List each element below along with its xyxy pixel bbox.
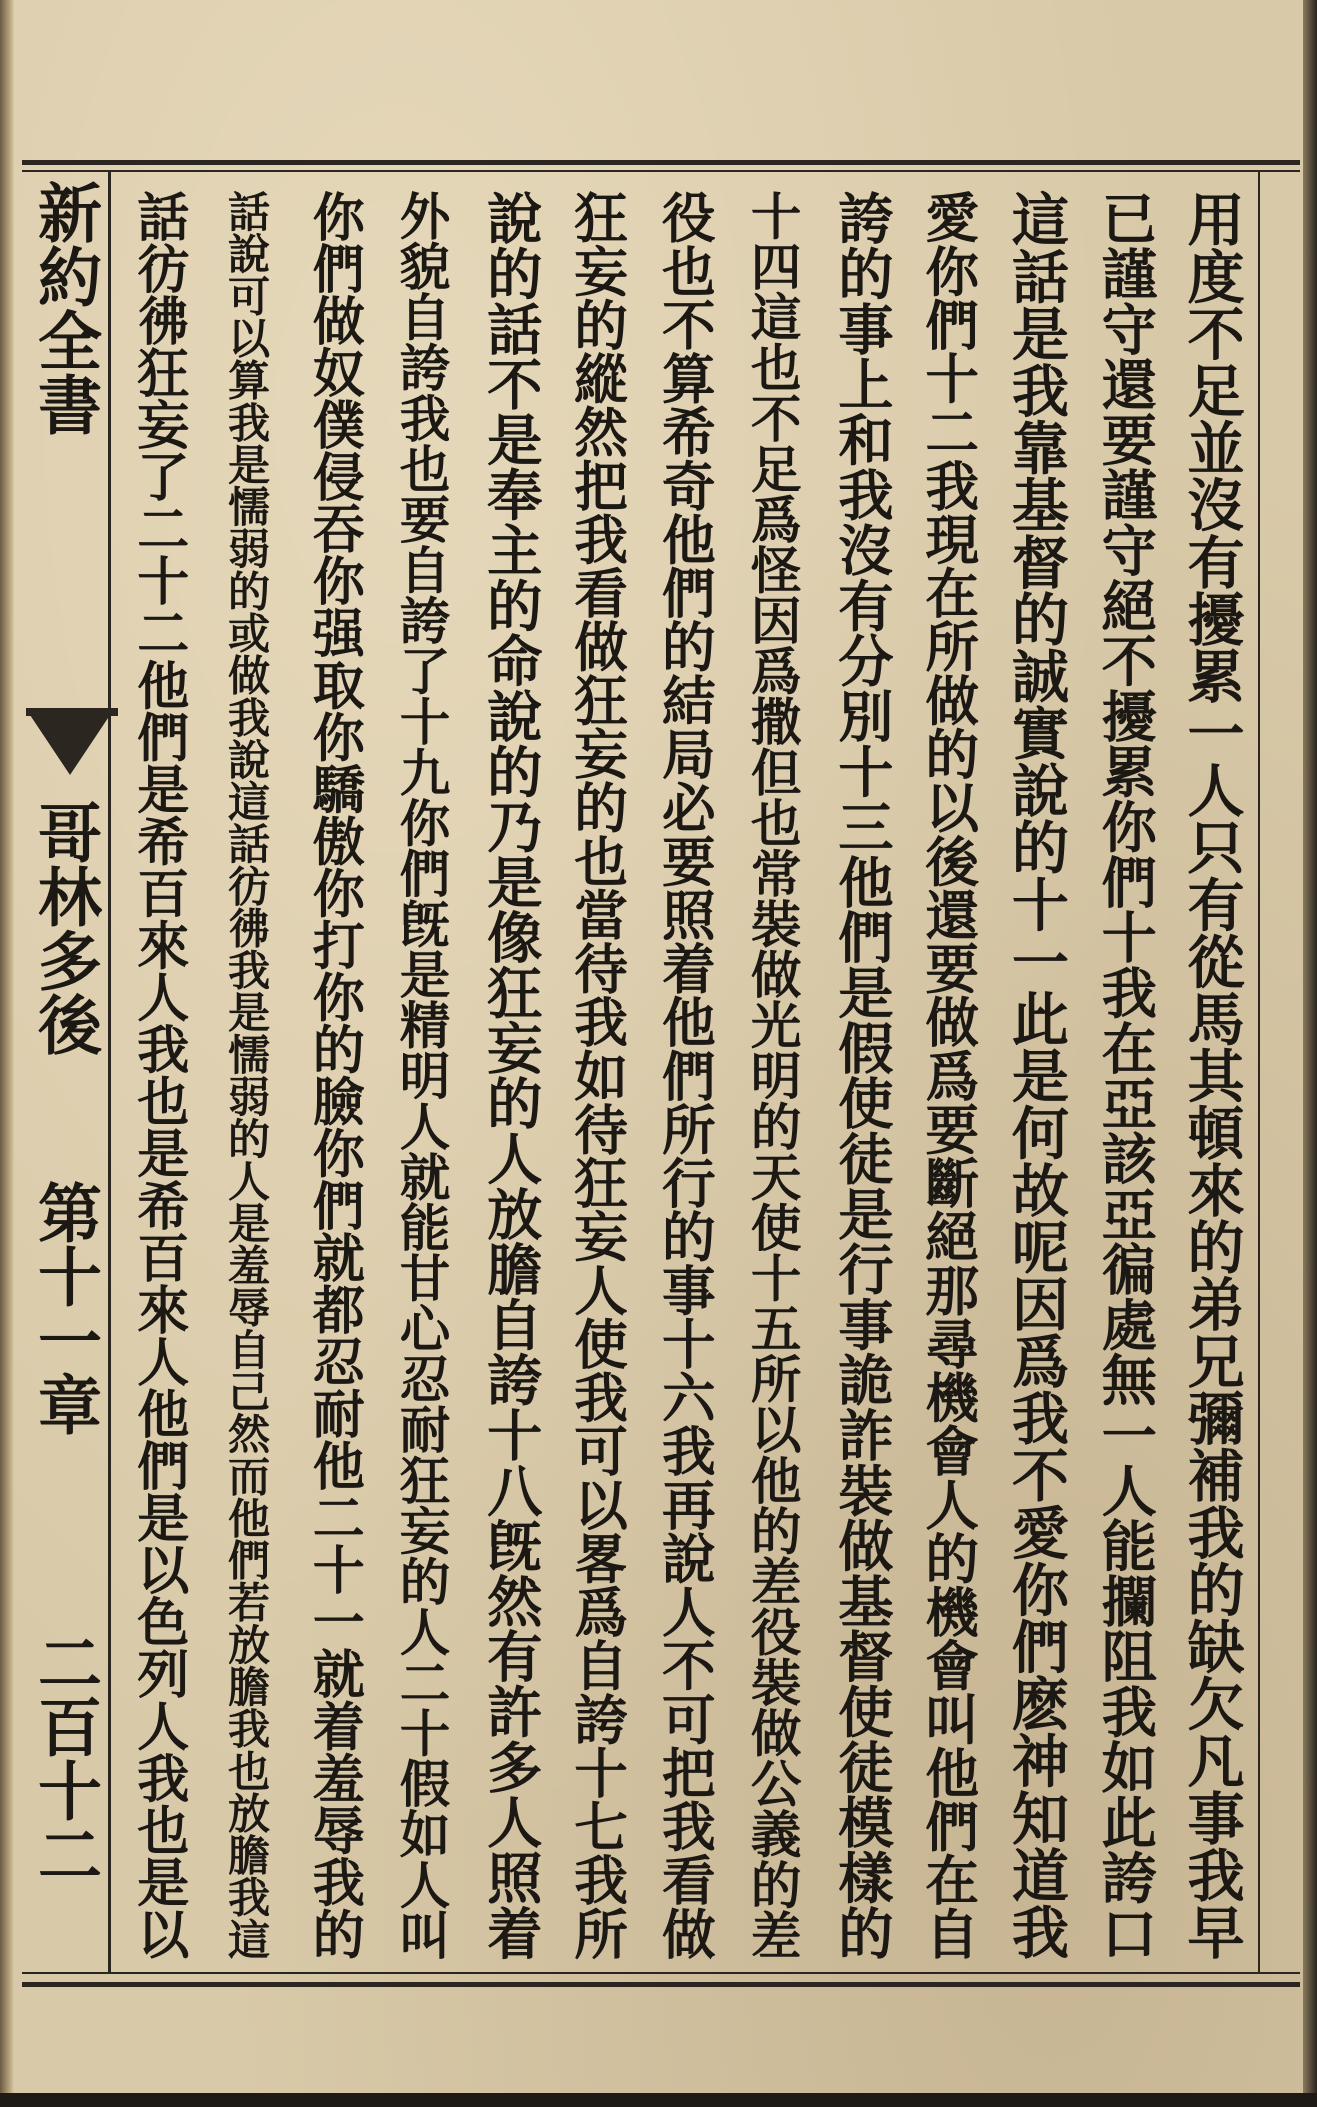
bottom-border-rule [22, 1982, 1300, 1987]
bottom-border-inner-rule [22, 1972, 1300, 1974]
text-column-10: 外貌自誇我也要自誇了十九你們旣是精明人就能甘心忍耐狂妄的人二十假如人叫 [392, 190, 452, 1960]
top-border-inner-rule [22, 170, 1300, 172]
text-column-8: 狂妄的縱然把我看做狂妄的也當待我如待狂妄人使我可以畧爲自誇十七我所 [565, 190, 629, 1960]
text-column-2: 已謹守還要謹守絕不擾累你們十我在亞該亞徧處無一人能攔阻我如此誇口 [1091, 190, 1157, 1960]
text-column-5: 誇的事上和我沒有分別十三他們是假使徒是行事詭詐裝做基督使徒模樣的 [827, 190, 893, 1960]
top-border-rule [22, 160, 1300, 165]
text-column-4: 愛你們十二我現在所做的以後還要做爲要斷絕那尋機會人的機會叫他們在自 [916, 190, 980, 1960]
margin-divider-rule [108, 172, 111, 1972]
text-column-1: 用度不足並沒有擾累一人只有從馬其頓來的弟兄彌補我的缺欠凡事我早 [1177, 190, 1245, 1960]
text-column-12: 話說可以算我是懦弱的或做我說這話彷彿我是懦弱的人是羞辱自己然而他們若放膽我也放膽我這 [221, 190, 272, 1960]
text-column-13: 話彷彿狂妄了二十二他們是希百來人我也是希百來人他們是以色列人我也是以 [127, 190, 189, 1960]
fish-tail-ornament-icon [30, 715, 110, 775]
book-title: 新約全書 [27, 180, 102, 436]
running-header [22, 180, 106, 1970]
text-column-6: 十四這也不足爲怪因爲撒但也常裝做光明的天使十五所以他的差役裝做公義的差 [743, 190, 803, 1960]
page-number: 二百十二 [27, 1630, 102, 1886]
book-spine-edge [0, 0, 14, 2107]
text-column-11: 你們做奴僕侵吞你强取你驕傲你打你的臉你們就都忍耐他二十一就着羞辱我的 [303, 190, 365, 1960]
right-border-rule [1258, 172, 1260, 1972]
text-column-7: 役也不算希奇他們的結局必要照着他們所行的事十六我再說人不可把我看做 [653, 190, 717, 1960]
text-column-3: 這話是我靠基督的誠實說的十一此是何故呢因爲我不愛你們麽神知道我 [1002, 190, 1070, 1960]
text-column-9: 說的話不是奉主的命說的乃是像狂妄的人放膽自誇十八旣然有許多人照着 [476, 190, 542, 1960]
chapter-label: 第十一章 [27, 1180, 102, 1436]
page-edge-shadow [1303, 0, 1317, 2107]
bottom-edge-shadow [0, 2093, 1317, 2107]
section-title: 哥林多後 [27, 800, 102, 1056]
